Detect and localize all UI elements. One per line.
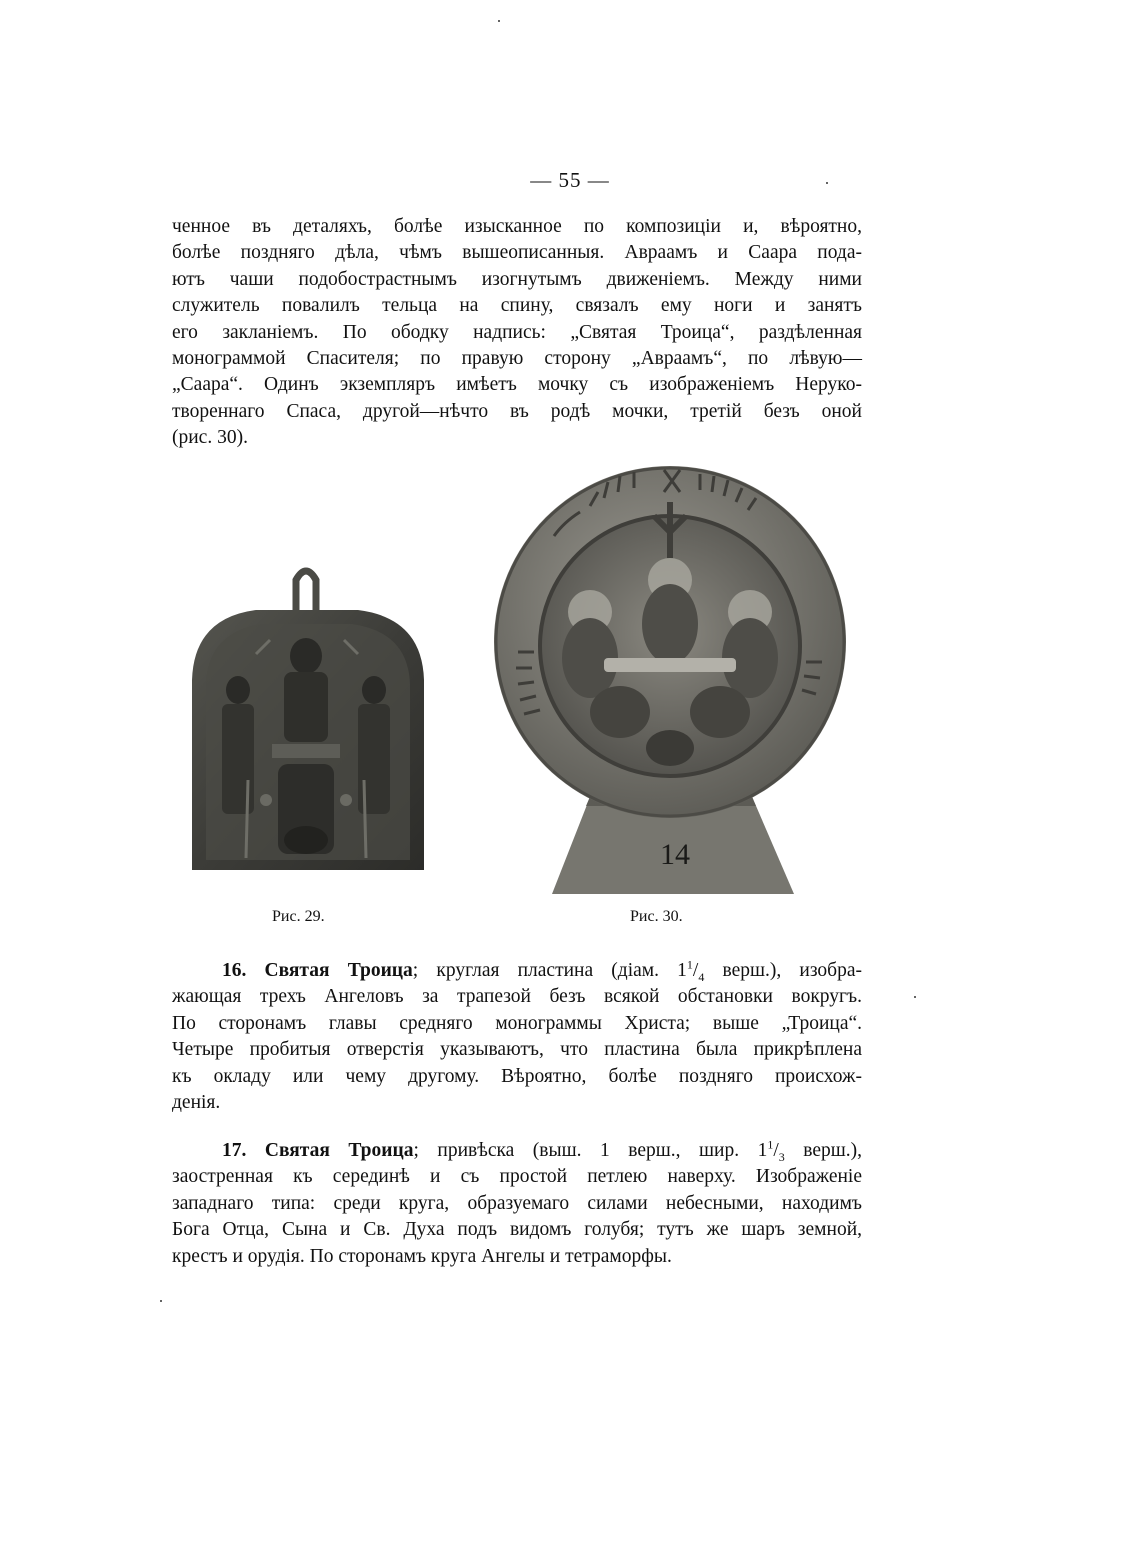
entry-17-line: западнаго типа: среди круга, образуемаго силами небесными, находимъ bbox=[172, 1192, 862, 1214]
scan-speck bbox=[498, 20, 500, 22]
figure-30-plaque-image bbox=[494, 462, 848, 898]
entry-16-line: Четыре пробитыя отверстія указываютъ, что пластина была прикрѣплена bbox=[172, 1039, 862, 1061]
intro-line: его закланіемъ. По ободку надпись: „Святая Троица“, раздѣленная bbox=[172, 321, 862, 343]
intro-paragraph bbox=[172, 214, 862, 452]
intro-line: (рис. 30). bbox=[172, 427, 248, 449]
entry-16-paragraph bbox=[172, 958, 862, 1116]
scan-speck bbox=[826, 182, 828, 184]
entry-16-line: жающая трехъ Ангеловъ за трапезой безъ всякой обстановки вокругъ. bbox=[172, 986, 862, 1008]
fraction-numerator: 1 bbox=[767, 1137, 774, 1152]
entry-17-number: 17. bbox=[222, 1140, 247, 1161]
entry-16-line: По сторонамъ главы средняго монограммы Христа; выше „Троица“. bbox=[172, 1012, 862, 1034]
entry-17-paragraph bbox=[172, 1138, 862, 1270]
entry-17-text: верш.), bbox=[784, 1140, 863, 1161]
fraction-denominator: 3 bbox=[778, 1149, 785, 1164]
intro-line: монограммой Спасителя; по правую сторону „Авраамъ“, по лѣвую— bbox=[172, 348, 862, 370]
intro-line: ченное въ деталяхъ, болѣе изысканное по композиціи и, вѣроятно, bbox=[172, 216, 862, 237]
fraction-numerator: 1 bbox=[686, 957, 693, 972]
entry-16-text: ; круглая пластина (діам. 1 bbox=[412, 960, 687, 981]
entry-16-line: къ окладу или чему другому. Вѣроятно, болѣе поздняго происхож- bbox=[172, 1065, 862, 1087]
entry-17-title: Святая Троица bbox=[264, 1140, 414, 1161]
page-number: — 55 — bbox=[530, 168, 610, 192]
intro-line: твореннаго Спаса, другой—нѣчто въ родѣ мочки, третій безъ оной bbox=[172, 400, 862, 422]
scan-speck bbox=[914, 996, 916, 998]
entry-16-number: 16. bbox=[222, 960, 247, 981]
figure-30-caption: Рис. 30. bbox=[630, 908, 683, 925]
scan-speck bbox=[160, 1300, 162, 1302]
entry-16-text: верш.), изобра- bbox=[704, 960, 862, 981]
entry-17-text: ; привѣска (выш. 1 верш., шир. 1 bbox=[413, 1140, 768, 1161]
entry-16-title: Святая Троица bbox=[264, 960, 413, 981]
entry-16-first-line: 16. Святая Троица; круглая пластина (діам. $1^1/_4$ верш.), изобра- bbox=[222, 957, 862, 984]
intro-line: „Саара“. Одинъ экземпляръ имѣетъ мочку съ изображеніемъ Неруко- bbox=[172, 374, 862, 396]
entry-17-line: крестъ и орудія. По сторонамъ круга Ангелы и тетраморфы. bbox=[172, 1245, 672, 1267]
intro-line: служитель повалилъ тельца на спину, связалъ ему ноги и занятъ bbox=[172, 295, 862, 317]
fraction-denominator: 4 bbox=[698, 969, 705, 984]
entry-17-line: заостренная къ серединѣ и съ простой петлею наверху. Изображеніе bbox=[172, 1166, 862, 1188]
entry-16-line: денія. bbox=[172, 1092, 221, 1114]
entry-17-line: Бога Отца, Сына и Св. Духа подъ видомъ голубя; тутъ же шаръ земной, bbox=[172, 1219, 862, 1241]
stand-mark: 14 bbox=[660, 838, 690, 871]
figure-29-caption: Рис. 29. bbox=[272, 908, 325, 925]
figure-29-pendant-image bbox=[186, 560, 428, 892]
entry-17-first-line: 17. Святая Троица; привѣска (выш. 1 верш., шир. $1^1/_3$ верш.), bbox=[222, 1137, 863, 1164]
intro-line: ютъ чаши подобострастнымъ изогнутымъ движеніемъ. Между ними bbox=[172, 268, 862, 290]
intro-line: болѣе поздняго дѣла, чѣмъ вышеописанныя. Авраамъ и Саара пода- bbox=[172, 242, 862, 264]
